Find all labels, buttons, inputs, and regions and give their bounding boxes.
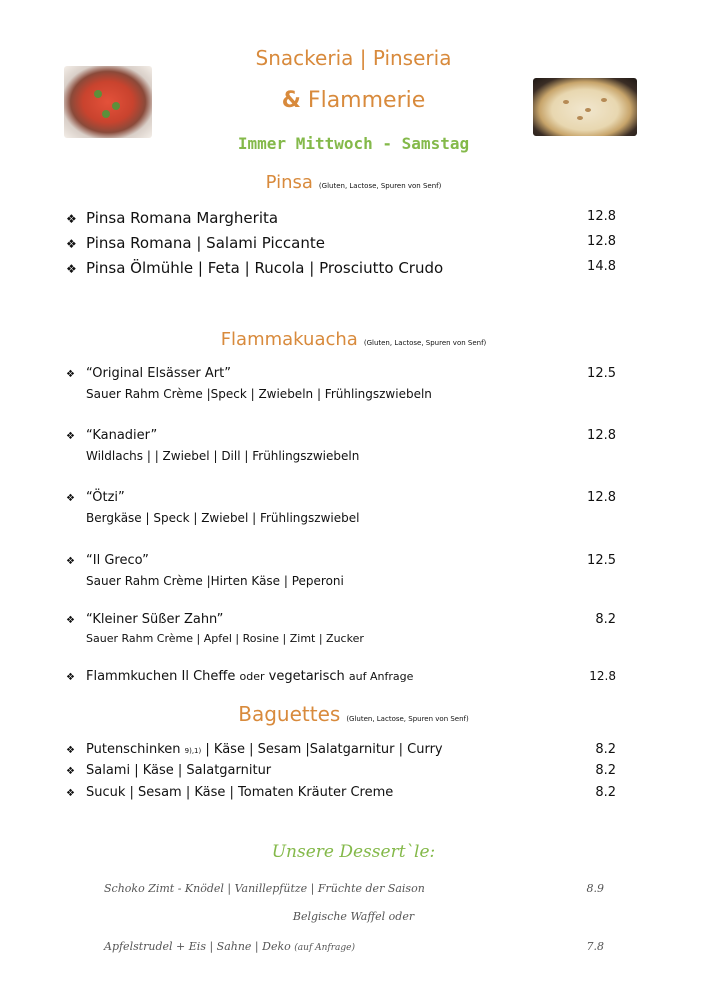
item-price: 8.2 [595,742,616,757]
item-name-rest: | Käse | Sesam |Salatgarnitur | Curry [205,742,443,757]
item-name: “Ötzi” [86,490,125,505]
bullet-icon: ❖ [66,237,77,251]
special-auf-anfrage: auf Anfrage [348,670,414,683]
bullet-icon: ❖ [66,766,75,777]
dessert-item [104,940,604,953]
pinsa-photo [64,66,152,138]
item-description: Sauer Rahm Crème | Apfel | Rosine | Zimt | Zucker [86,632,364,645]
section-title-flammkuchen: Flammakuacha [220,329,358,350]
item-description: Bergkäse | Speck | Zwiebel | Frühlingszwiebel [86,511,360,525]
opening-days: Immer Mittwoch - Samstag [237,134,470,153]
item-name: Pinsa Ölmühle | Feta | Rucola | Prosciutto Crudo [86,259,444,277]
bullet-icon: ❖ [66,615,75,626]
dessert-item [104,882,604,895]
menu-item [66,763,616,778]
bullet-icon: ❖ [66,745,75,756]
item-price: 14.8 [587,259,616,274]
section-title-pinsa: Pinsa [265,172,313,193]
item-price: 12.5 [587,553,616,568]
special-name: Flammkuchen Il Cheffe [86,669,236,684]
header-line-1: Snackeria | Pinseria [255,46,452,70]
special-oder: oder [239,670,265,683]
item-price: 12.5 [587,366,616,381]
item-name: Putenschinken [86,742,181,757]
item-name: “Kanadier” [86,428,158,443]
bullet-icon: ❖ [66,212,77,226]
item-name: Pinsa Romana | Salami Piccante [86,234,325,252]
special-vegetarisch: vegetarisch [268,669,345,684]
menu-item [66,234,616,252]
menu-item [66,259,616,277]
bullet-icon: ❖ [66,556,75,567]
dessert-price: 7.8 [586,940,604,953]
item-description: Wildlachs | | Zwiebel | Dill | Frühlingszwiebeln [86,449,360,463]
item-price: 8.2 [595,612,616,627]
menu-item [66,785,616,800]
menu-item [66,612,616,627]
item-name: Salami | Käse | Salatgarnitur [86,763,272,778]
item-price: 12.8 [587,428,616,443]
bullet-icon: ❖ [66,672,75,683]
item-price: 12.8 [589,669,616,683]
allergen-note: (Gluten, Lactose, Spuren von Senf) [318,182,442,190]
item-name: “Kleiner Süßer Zahn” [86,612,224,627]
menu-item [66,742,616,757]
item-name: Pinsa Romana Margherita [86,209,279,227]
allergen-note: (Gluten, Lactose, Spuren von Senf) [346,715,469,723]
ampersand: & [281,88,301,113]
header-flammerie: Flammerie [307,88,426,113]
item-price: 12.8 [587,234,616,249]
item-description: Sauer Rahm Crème |Hirten Käse | Peperoni [86,574,344,588]
flammkuchen-photo [533,78,637,136]
dessert-name: Schoko Zimt - Knödel | Vanillepfütze | Früchte der Saison [104,882,425,895]
item-description: Sauer Rahm Crème |Speck | Zwiebeln | Frühlingszwiebeln [86,387,432,401]
item-price: 12.8 [587,490,616,505]
item-price: 8.2 [595,763,616,778]
dessert-waffel: Belgische Waffel oder [292,910,415,923]
section-baguettes [0,702,707,726]
allergen-codes: 9),1) [184,747,202,755]
dessert-note: (auf Anfrage) [294,943,356,953]
item-name: Sucuk | Sesam | Käse | Tomaten Kräuter Creme [86,785,394,800]
section-flammkuchen [0,329,707,350]
bullet-icon: ❖ [66,788,75,799]
bullet-icon: ❖ [66,262,77,276]
bullet-icon: ❖ [66,431,75,442]
dessert-name: Apfelstrudel + Eis | Sahne | Deko [104,940,291,953]
dessert-title: Unsere Dessert`le: [271,842,436,862]
menu-item [66,366,616,381]
item-name: “Original Elsässer Art” [86,366,231,381]
bullet-icon: ❖ [66,369,75,380]
section-pinsa [0,172,707,193]
bullet-icon: ❖ [66,493,75,504]
item-name: “Il Greco” [86,553,149,568]
menu-item [66,553,616,568]
item-price: 8.2 [595,785,616,800]
menu-item [66,490,616,505]
menu-item [66,209,616,227]
menu-item [66,428,616,443]
dessert-price: 8.9 [586,882,604,895]
item-price: 12.8 [587,209,616,224]
allergen-note: (Gluten, Lactose, Spuren von Senf) [363,339,487,347]
menu-item-special [66,669,616,684]
section-title-baguettes: Baguettes [238,702,341,726]
